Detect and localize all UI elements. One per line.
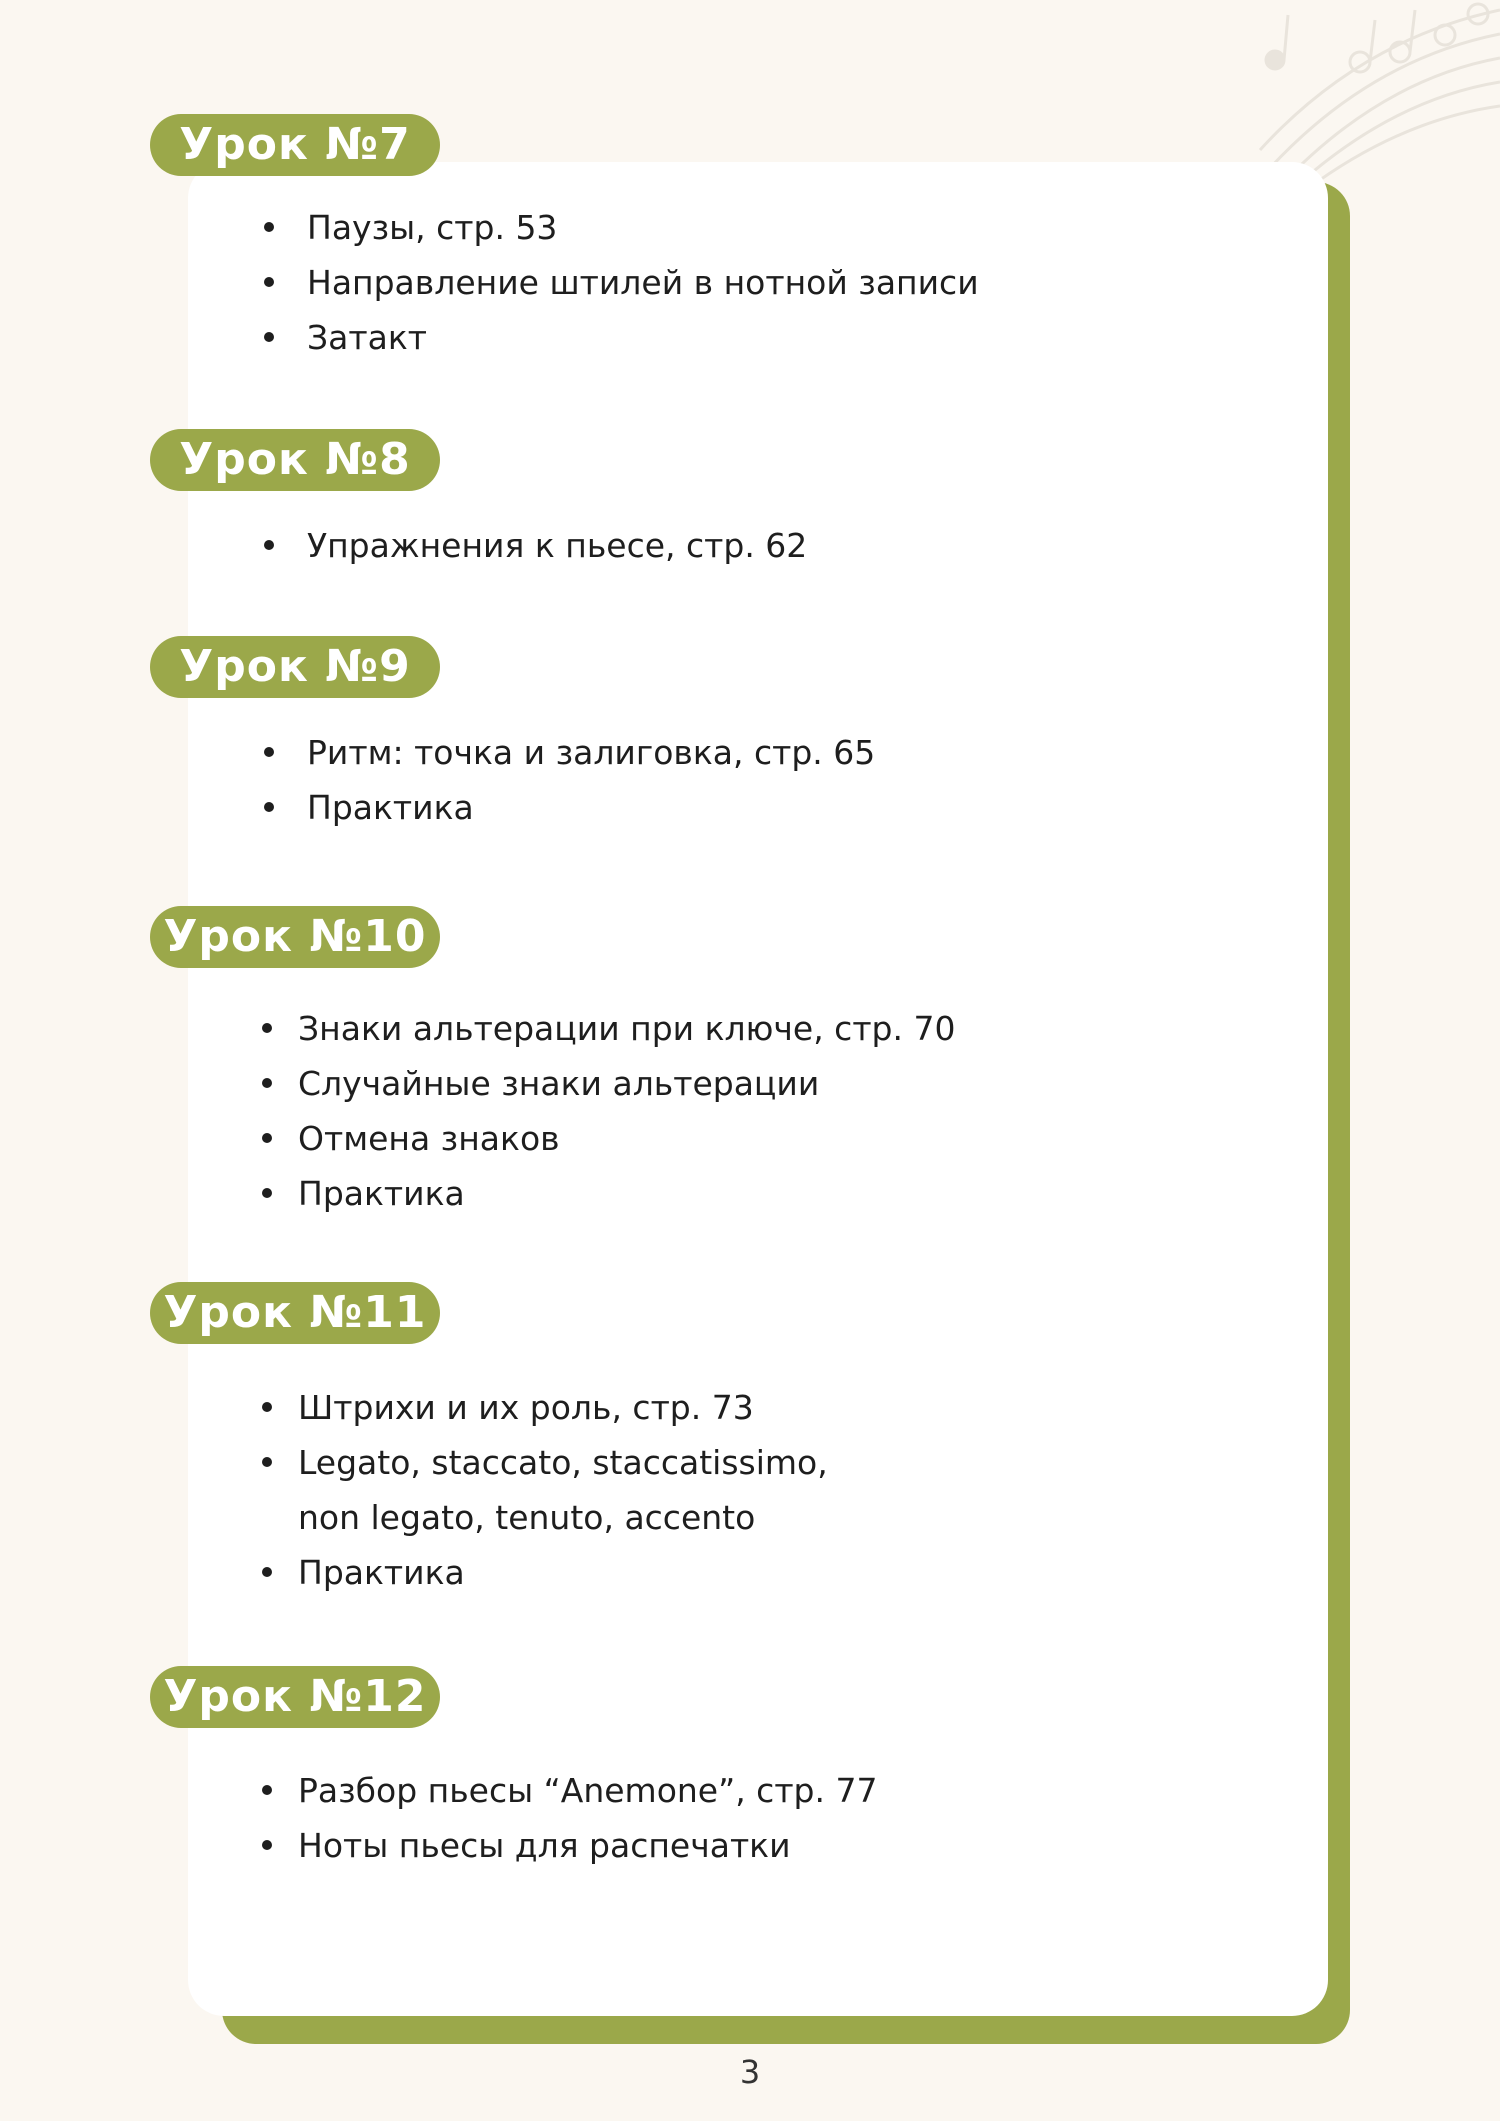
lesson-8-topics	[307, 518, 807, 573]
lesson-7-topics	[307, 200, 979, 365]
lesson-12-topics	[298, 1763, 877, 1873]
list-item: Отмена знаков	[298, 1111, 955, 1166]
lesson-11-topics	[298, 1380, 828, 1600]
lesson-10-title: Урок №10	[150, 906, 440, 968]
lesson-11-title: Урок №11	[150, 1282, 440, 1344]
list-item: Знаки альтерации при ключе, стр. 70	[298, 1001, 955, 1056]
list-item: Ритм: точка и залиговка, стр. 65	[307, 725, 875, 780]
list-item: Затакт	[307, 310, 979, 365]
list-item: Упражнения к пьесе, стр. 62	[307, 518, 807, 573]
lesson-8-title: Урок №8	[150, 429, 440, 491]
lesson-10-topics	[298, 1001, 955, 1221]
list-item: Направление штилей в нотной записи	[307, 255, 979, 310]
lesson-9-topics	[307, 725, 875, 835]
list-item: Практика	[307, 780, 875, 835]
list-item: Разбор пьесы “Anemone”, стр. 77	[298, 1763, 877, 1818]
lesson-12-title: Урок №12	[150, 1666, 440, 1728]
list-item: Legato, staccato, staccatissimo,	[298, 1435, 828, 1490]
list-item: Случайные знаки альтерации	[298, 1056, 955, 1111]
list-item: Ноты пьесы для распечатки	[298, 1818, 877, 1873]
page-number: 3	[739, 2053, 761, 2091]
lesson-7-title: Урок №7	[150, 114, 440, 176]
list-item: Паузы, стр. 53	[307, 200, 979, 255]
list-item: Практика	[298, 1545, 828, 1600]
list-item-continuation: non legato, tenuto, accento	[298, 1498, 756, 1537]
list-item: Практика	[298, 1166, 955, 1221]
lesson-9-title: Урок №9	[150, 636, 440, 698]
list-item: Штрихи и их роль, стр. 73	[298, 1380, 828, 1435]
